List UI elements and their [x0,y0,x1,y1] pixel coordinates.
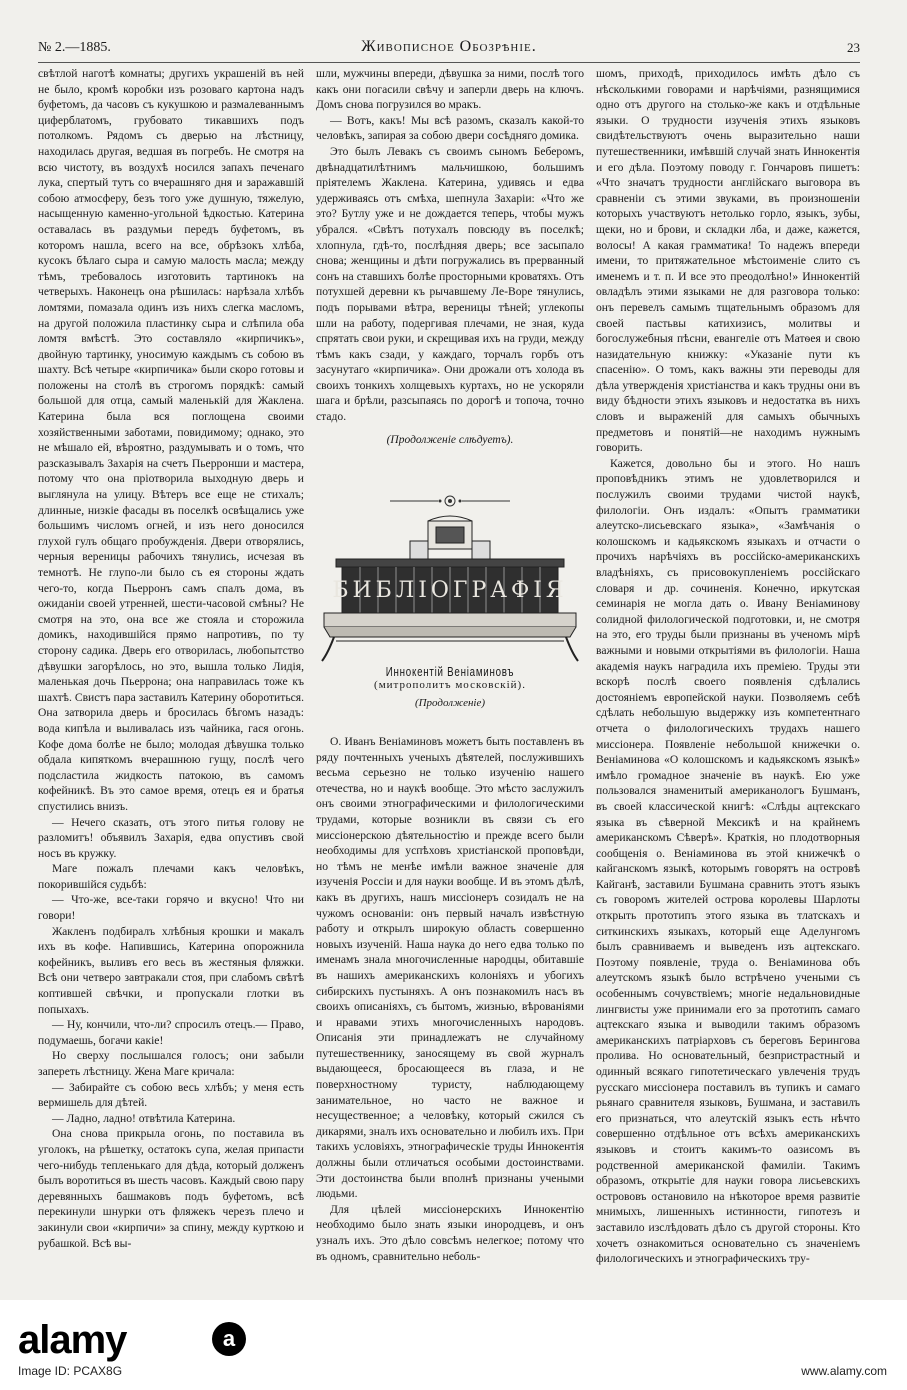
paragraph: свѣтлой наготѣ комнаты; другихъ украшеній въ ней не было, кромѣ коробки изъ розоваго картона надъ буфетомъ, да часовъ съ кукушкою и размалеваннымъ циферблатомъ, грубовато тикавшихъ подъ потолкомъ. Рядомъ съ дверью на лѣстницу, находилась другая, ведшая въ погребъ. Не смотря на всю чистоту, въ воздухѣ носился запахъ печенаго лука, спертый тутъ со вчерашняго дня и заражавшій собою атмосферу, безъ того уже душную, тяжелую, насыщенную каменно-угольной ѣдкостью. Катерина оставалась въ раздумьи передъ буфетомъ, въ которомъ нашла, всего на все, обрѣзокъ хлѣба, кусокъ бѣлаго сыра и самую малость масла; между тѣмъ, требовалось изготовить тартинокъ на четверыхъ. Наконецъ она рѣшилась: нарѣзала хлѣбъ ломтями, помазала одинъ изъ нихъ слегка масломъ, на другой положила пластинку сыра и слѣпила оба ломтя вмѣстѣ. Это составляло «кирпичикъ», двойную тартинку, уносимую каждымъ съ собою въ шахту. Всѣ четыре «кирпичика» были скоро готовы и положены на столѣ въ строгомъ порядкѣ: самый большой для отца, самый маленькій для Жаклена. Катерина была вся поглощена своими хозяйственными заботами, повидимому; однако, это не мѣшало ей, вѣроятно, раздумывать и о томъ, что разсказывалъ Захарія на счетъ Пьерронши и мастера, потому что она пріотворила выходную дверь и выглянула на улицу. Вѣтеръ все еще не стихалъ; длинные, низкіе фасады въ поселкѣ освѣщались уже большимъ числомъ огней, и изъ него доносился глухой гулъ общаго пробужденія. Двери отворялись, черныя вереницы рабочихъ тянулись, исчезая въ темнотѣ. Не глупо-ли было съ ея стороны ждать чего-то, когда Пьерронъ самъ спалъ дома, въ ожиданіи своей утренней, шести-часовой смѣны? Не смотря на это, она все же стояла и сторожила домикъ, находившійся прямо напротивъ, по ту сторону садика. Дверь его отворилась, любопытство дѣвушки загорѣлось, но это, вышла только Лидія, маленькая дочь Пьеррона; она направилась тоже къ шахтѣ. Свистъ пара заставилъ Катерину оборотиться. Она затворила дверь и бросилась бѣгомъ назадъ: вода кипѣла и выливалась изъ чайника, гася огонь. Кофе дома болѣе не было; молодая дѣвушка только обдала кипяткомъ вчерашнюю гущу, послѣ чего подсластила жидкость патокою, въ самомъ кофейникѣ. Въ это самое время, отецъ ея и братья спустились внизъ. [38,67,304,813]
paragraph: Она снова прикрыла огонь, по поставила въ уголокъ, на рѣшетку, остатокъ супа, желая припасти чего-нибудь тепленькаго для дѣда, который долженъ былъ воротиться въ шесть часовъ. Каждый свою пару деревянныхъ башмаковъ подъ буфетомъ, всѣ перекинули шнурки отъ фляжекъ черезъ плечо и закинули свои «кирпичи» за спину, между курткою и рубашкой. Всѣ вы- [38,1127,304,1250]
paragraph: — Нечего сказать, отъ этого питья голову не разломитъ! объявилъ Захарія, едва опустивъ свой носъ въ кружку. [38,815,304,860]
paragraph: Жакленъ подбиралъ хлѣбныя крошки и макалъ ихъ въ кофе. Напившись, Катерина опорожнила кофейникъ, выливъ его весь въ жестяныя фляжки. Всѣ они четверо завтракали стоя, при слабомъ свѣтѣ коптившей свѣчки, и пропускали глотки въ попыхахъ. [38,924,304,1016]
paragraph: — Вотъ, какъ! Мы всѣ разомъ, сказалъ какой-то человѣкъ, запирая за собою двери сосѣдняго домика. [316,113,584,143]
stock-logo-mark-icon: a [212,1322,246,1356]
paragraph: шомъ, приходѣ, приходилось имѣть дѣло съ нѣсколькими говорами и нарѣчіями, разнящимися одно отъ другого на столько-же какъ и отдѣльные языки. О трудности изученія этихъ языковъ свидѣтельствуютъ очень выразительно наши путешественники, имѣвшій случай знать Иннокентія и его дѣла. Поэтому поводу г. Гончаровъ пишетъ: «Что значатъ трудности англійскаго выговора въ сравненіи съ этими звуками, въ произношеніи которыхъ участвуютъ нетолько горло, языкъ, зубы, щеки, но и брови, и складки лба, и даже, кажется, волосы! А какая грамматика! То надежъ впереди имени, то притяжательное мѣстоименіе слито съ именемъ и т. п. И все это преодолѣно!» Иннокентій овладѣлъ этими языками не для разговора только: онъ перевелъ самымъ тщательнымъ образомъ для своей пастьвы катихизисъ, молитвы и богослужебныя пѣсни, евангеліе отъ Матѳея и свою назидательную книжку: «Указаніе пути къ спасенію». О томъ, какъ важны эти переводы для дѣла утвержденія христіанства и какъ трудны они въ виду бѣдности этихъ языковъ и недостатка въ нихъ словъ и выраженій для самыхъ обычныхъ предметовъ и понятій—не находимъ нужнымъ говорить. [596,67,860,455]
bibliography-bookshelf-illustration [316,515,584,665]
running-header [38,38,860,63]
stock-site: www.alamy.com [801,1364,887,1378]
divider-ornament [390,494,510,508]
stock-logo: alamy [18,1318,127,1362]
illustration-caption [316,664,584,709]
stock-watermark-strip [0,1300,907,1390]
column-left [38,66,304,1276]
paragraph: Но сверху послышался голосъ; они забыли запереть лѣстницу. Жена Маге кричала: [38,1049,304,1078]
continued-note: (Продолженіе слѣдуетъ). [386,433,514,446]
paragraph: — Ну, кончили, что-ли? спросилъ отецъ.— Право, подумаешь, богачи какіе! [38,1018,304,1047]
paragraph: шли, мужчины впереди, дѣвушка за ними, послѣ того какъ они погасили свѣчу и заперли дверь на ключъ. Домъ снова погрузился во мракъ. [316,67,584,112]
bookshelf-banner-text: БИБЛІОГРАФІЯ [332,578,568,603]
caption-title: Иннокентій Веніаминовъ [385,664,515,679]
journal-title: Живописное Обозрѣніе. [361,38,537,55]
image-id: Image ID: PCAX8G [18,1364,123,1378]
column-right [596,66,860,1276]
paragraph: — Ладно, ладно! отвѣтила Катерина. [52,1111,236,1125]
caption-subtitle: (митрополитъ московскій). [374,679,526,691]
paragraph: Кажется, довольно бы и этого. Но нашъ проповѣдникъ этимъ не удовлетворился и послужилъ своими трудами чистой наукѣ, филологіи. Онъ издалъ: «Опытъ грамматики алеутско-лисьевскаго языка», «Замѣчанія о колошскомъ и кадьякскомъ языкахъ и отчасти о прочихъ нарѣчіяхъ въ россійско-американскихъ владѣніяхъ, съ присовокупленіемъ россійскаго словаря и др. сочиненія. Конечно, иркутская семинарія не могла дать о. Ивану Веніаминову солидной филологической подготовки, и, не смотря на это, его труды были признаны въ ученомъ мірѣ важными и новыми открытіями въ филологіи. Наша академія наукъ наградила ихъ преміею. Труды эти вскорѣ послѣ своего появленія сдѣлались достояніемъ европейской науки. Позволяемъ себѣ сдѣлать небольшую выдержку изъ компетентнаго отчета о филологическихъ трудахъ нашего миссіонера. Появленіе небольшой книжечки о. Веніаминова «О колошскомъ и кадьякскомъ языкѣ» имѣло громадное значеніе въ наукѣ. Ею уже пользовался знаменитый американологъ Бушманъ, въ своей классической книгѣ: «Слѣды ацтекскаго языка въ сѣверной Мексикѣ и на крайнемъ американскомъ Сѣверѣ». Краткія, но плодотворныя сообщенія о. Веніаминова въ этой книжечкѣ о кайганскомъ языкѣ, которымъ говорятъ на островѣ Кайганѣ, заставили Бушмана сравнить этотъ языкъ съ говоромъ жителей острова королевы Шарлоты открыть прототипъ этого языка въ тлатскахъ и ситкинскихъ языкахъ, который еще Аделунгомъ былъ сравниваемъ и выведенъ изъ ацтекскаго. Поэтому появленіе, труда о. Веніаминова объ алеутскомъ языкѣ было встрѣчено учеными съ особеннымъ сочувствіемъ; многіе недальновидные лингвисты уже принимали его за прототипъ самаго ацтекскаго языка и выводили такимъ образомъ американскихъ патріарховъ съ береговъ Берингова пролива. Но основательный, безпристрастный и одинный всякаго гипотетическаго увлеченія трудъ русскаго миссіонера поставилъ въ тупикъ и самаго рьянаго сравнителя языковъ, Бушмана, и заставилъ его признаться, что алеутскій языкъ есть нѣчто совершенно отдѣльное отъ всѣхъ американскихъ языковъ и стоитъ какимъ-то оазисомъ въ родственной американской фамиліи. Такимъ образомъ, открытіе для науки говора лисьевскихъ острововъ остановило на нѣкоторое время развитіе мнимыхъ, лишенныхъ истинности, гипотезъ и заставило изслѣдовать дѣло съ другой стороны. Кто хочетъ ознакомиться основательно съ значеніемъ филологическихъ и этнографическихъ тру- [596,456,860,1266]
paragraph: О. Иванъ Веніаминовъ можетъ быть поставленъ въ ряду почтенныхъ ученыхъ дѣятелей, послужившихъ весьма серьезно не только изученію нашего отечества, но и наукѣ вообще. Это мѣсто заслужилъ онъ своими этнографическими и филологическими трудами, которые возникли въ связи съ его миссіонерскою дѣятельностію и прежде всего были необходимы для успѣховъ христіанской проповѣди, но тѣмъ не менѣе имѣли важное значеніе для изученія Россіи и для науки вообще. И въ этомъ дѣлѣ, какъ въ другихъ, нашъ миссіонеръ созидалъ не на чужомъ основаніи: онъ первый началъ извѣстную работу и открылъ широкую область совершенно новыхъ изученій. Наша наука до него едва только по именамъ знала многочисленные народцы, обитавшіе въ нашихъ американскихъ колоніяхъ и убогихъ сибирскихъ пустыняхъ. А онъ познакомилъ насъ въ своихъ описаніяхъ, съ бытомъ, жизнью, вѣрованіями и нравами этихъ многочисленныхъ народовъ. Описанія эти принадлежатъ не случайному путешественнику, заносящему въ свой журналъ выдающееся, бросающееся въ глаза, и не поверхностному туристу, наблюдающему занимательное, но часто не важное и несущественное; а человѣку, который сжился съ дикарями, зналъ ихъ основательно и любилъ ихъ. При такихъ условіяхъ, этнографическіе труды Иннокентія должны были отличаться особыми достоинствами. Эти достоинства были вполнѣ признаны учеными людьми. [316,735,584,1201]
paragraph: — Забирайте съ собою весь хлѣбъ; у меня есть вермишель для дѣтей. [38,1080,304,1110]
page-number: 23 [847,40,860,55]
paragraph: Это былъ Левакъ съ своимъ сыномъ Беберомъ, двѣнадцатилѣтнимъ мальчишкою, большимъ пріятелемъ Жаклена. Катерина, удивясь и едва удерживаясь отъ смѣха, шепнула Захаріи: «Что же это? Бутлу уже и не дождается теперь, чтобы мужъ убрался. «Свѣтъ потухалъ повсюду въ поселкѣ; хлопнула, гдѣ-то, послѣдняя дверь; все засыпало снова; женщины и дѣти погружались въ прерванный сонъ на ставшихъ болѣе просторными кроватяхъ. Отъ потухшей деревни къ рычавшему Ле-Воре тянулись, подъ порывами вѣтра, вереницы тѣней; углекопы шли на работу, подергивая плечами, не зная, куда спрятать свои руки, и скрещивая ихъ на груди, между тѣмъ какъ сзади, у каждаго, торчалъ горбъ отъ засунутаго «кирпичика». Они дрожали отъ холода въ своихъ тонкихъ холщевыхъ куртахъ, но не ускоряли шага и брѣли, разсыпаясь по дорогѣ и топоча, точно стадо. [316,144,584,424]
paragraph: Для цѣлей миссіонерскихъ Иннокентію необходимо было знать языки инородцевъ, и онъ узналъ ихъ. Это дѣло совсѣмъ нелегкое; потому что въ одномъ, сравнительно неболь- [316,1202,584,1263]
column-middle-bottom [316,734,584,1264]
paragraph: — Что-же, все-таки горячо и вкусно! Что ни говори! [38,893,304,923]
issue-number: № 2.—1885. [38,40,111,55]
paragraph: Маге пожалъ плечами какъ человѣкъ, покорившійся судьбѣ: [38,862,304,891]
caption-continuation: (Продолженіе) [414,697,486,709]
column-middle-top [316,66,584,448]
